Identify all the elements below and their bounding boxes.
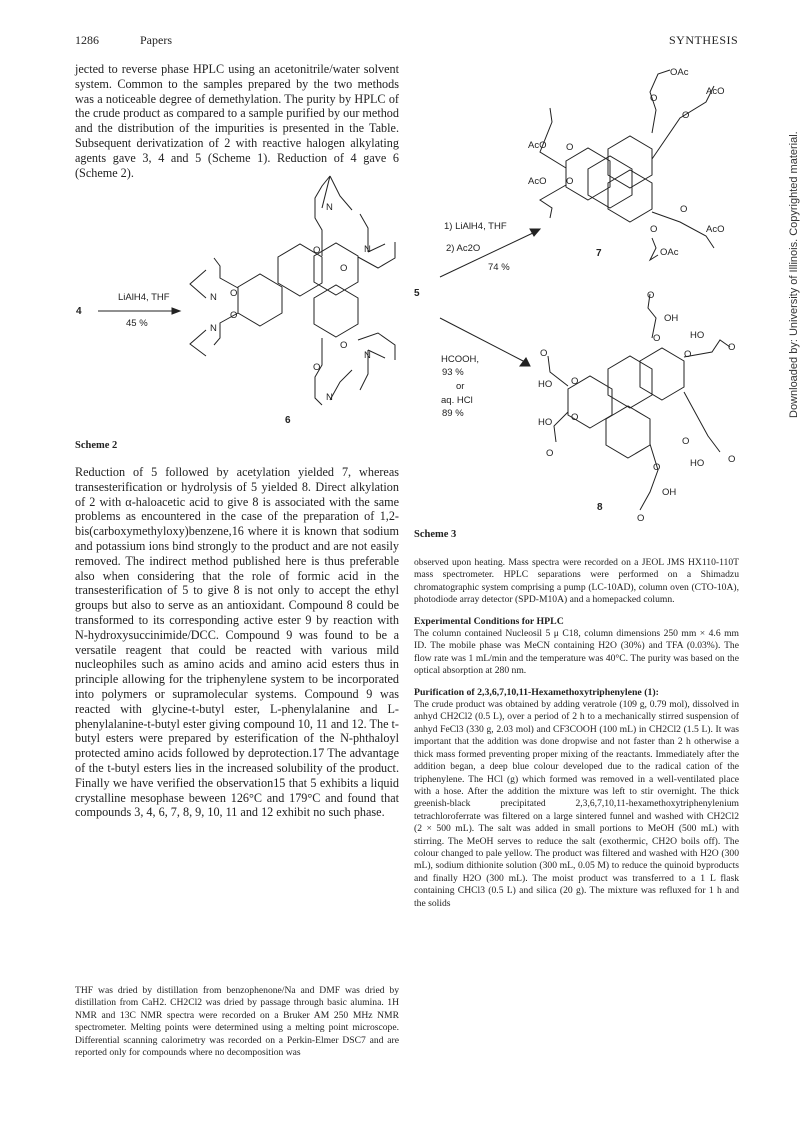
compound-number: 4 xyxy=(76,306,82,317)
atom-label: O xyxy=(313,245,321,256)
amine-chain xyxy=(190,270,206,298)
atom-label: O xyxy=(230,310,238,321)
group-label: AcO xyxy=(706,224,725,235)
yield-label: 74 % xyxy=(488,262,510,273)
group-label: AcO xyxy=(528,176,547,187)
compound-number: 6 xyxy=(285,415,291,426)
acetate-chain xyxy=(540,108,566,168)
paragraph: The column contained Nucleosil 5 μ C18, column dimensions 250 mm × 4.6 mm ID. The mobile phase was MeCN containing H2O (30%) and TFA (0.03%). The flow rate was 1 mL/min and the temperature was 40°C. The purity was based on the optical absorption at 280 nm. xyxy=(414,628,739,677)
group-label: HO xyxy=(690,330,705,341)
page-number: 1286 xyxy=(75,33,99,47)
paragraph: The crude product was obtained by adding veratrole (109 g, 0.79 mol), dissolved in anhyd CH2Cl2 (0.5 L), over a period of 2 h to a mechanically stirred suspension of anhyd FeCl3 (330 g, 2.03 mol) and CF3COOH (100 mL) in CH2Cl2 (1.5 L). It was important that the addition was done dropwise and not faster than 2 h otherwise a thick mass formed preventing proper mixing of the reactants. Immediately after the addition began, a deep blue colour developed due to the radical cation of the triphenylene. The HCl (g) which formed was removed in a well-ventilated place with a hose. After the addition the mixture was left to stir overnight. The thick greenish-black precipitated 2,3,6,7,10,11-hexamethoxytriphenylenium tetrachloroferrate was filtered on a large sintered funnel and washed with CH2Cl2 (2 × 500 mL). The salt was added in small portions to MeOH (500 mL) with stirring. The MeOH serves to reduce the salt (exothermic, CH2O boils off). The colour changed to pale yellow. The product was filtered and washed with H2O (300 mL), sodium dithionite solution (300 mL, 0.05 M) to reduce the quinoid byproducts and finally H2O (300 mL). The moist product was transferred to a 1 L flask containing CHCl3 (0.5 L) and silica (20 g). The mixture was refluxed for 1 h and the solids xyxy=(414,699,739,909)
compound-number: 7 xyxy=(596,248,602,259)
group-label: OAc xyxy=(660,247,679,258)
reagent-label: LiAlH4, THF xyxy=(118,292,170,303)
left-column-body xyxy=(75,465,399,820)
atom-label: O xyxy=(650,93,658,104)
download-watermark: Downloaded by: University of Illinois. Copyrighted material. xyxy=(788,131,800,418)
atom-label: O xyxy=(571,412,579,423)
group-label: AcO xyxy=(706,86,725,97)
acid-chain xyxy=(684,392,720,452)
hexagon-ring xyxy=(314,243,358,295)
journal-title: SYNTHESIS xyxy=(669,33,739,47)
reagent-label: 2) Ac2O xyxy=(446,243,481,254)
atom-label: O xyxy=(313,362,321,373)
amine-chain xyxy=(190,330,206,356)
left-column-experimental xyxy=(75,985,399,1059)
group-label: AcO xyxy=(528,140,547,151)
yield-label: 89 % xyxy=(442,408,464,419)
group-label: OAc xyxy=(670,67,689,78)
reagent-label: HCOOH, xyxy=(441,354,479,365)
yield-label: 45 % xyxy=(126,318,148,329)
atom-label: O xyxy=(566,142,574,153)
scheme-2-caption: Scheme 2 xyxy=(75,440,118,451)
atom-label: O xyxy=(230,288,238,299)
group-label: HO xyxy=(538,417,553,428)
amine-chain xyxy=(330,370,352,400)
amine-chain xyxy=(330,176,352,210)
atom-label: O xyxy=(340,340,348,351)
atom-label: N xyxy=(364,350,371,361)
section-heading: Purification of 2,3,6,7,10,11-Hexamethoxytriphenylene (1): xyxy=(414,686,659,698)
group-label: HO xyxy=(538,379,553,390)
schemes-figure xyxy=(0,0,793,540)
group-label: OH xyxy=(662,487,677,498)
atom-label: O xyxy=(653,462,661,473)
acetate-chain xyxy=(540,185,566,218)
atom-label: O xyxy=(647,290,655,301)
acetate-chain xyxy=(652,212,714,248)
acid-chain xyxy=(640,444,661,510)
section-heading: Experimental Conditions for HPLC xyxy=(414,615,564,627)
atom-label: O xyxy=(680,204,688,215)
or-label: or xyxy=(456,381,465,392)
atom-label: N xyxy=(326,202,333,213)
arrow-head xyxy=(530,229,540,236)
paragraph: jected to reverse phase HPLC using an acetonitrile/water solvent system. Common to the samples prepared by the two methods was a noticeable degree of demethylation. The purity by HPLC of the crude product as compared to a sample purified by our method and the distribution of the impurities is presented in the Table. Subsequent derivatization of 2 with reactive halogen alkylating agents gave 3, 4 and 5 (Scheme 1). Reduction of 4 gave 6 (Scheme 2). xyxy=(75,62,399,180)
reagent-label: 1) LiAlH4, THF xyxy=(444,221,507,232)
atom-label: N xyxy=(364,244,371,255)
acid-chain xyxy=(554,412,568,442)
acetate-chain xyxy=(652,86,714,159)
atom-label: O xyxy=(540,348,548,359)
atom-label: O xyxy=(546,448,554,459)
atom-label: O xyxy=(637,513,645,524)
atom-label: O xyxy=(653,333,661,344)
atom-label: N xyxy=(326,392,333,403)
reagent-label: aq. HCl xyxy=(441,395,473,406)
hexagon-ring xyxy=(640,348,684,400)
atom-label: O xyxy=(340,263,348,274)
paragraph: THF was dried by distillation from benzophenone/Na and DMF was dried by distillation from CaH2. CH2Cl2 was dried by passage through basic alumina. 1H NMR and 13C NMR spectra were recorded on a Bruker AM 250 MHz NMR spectrometer. Melting points were determined using a melting point microscope. Differential scanning calorimetry was recorded on a Perkin-Elmer DSC7 and are reported only for compounds where no decomposition was xyxy=(75,985,399,1059)
hexagon-ring xyxy=(314,285,358,337)
atom-label: O xyxy=(728,342,736,353)
scheme-3-caption: Scheme 3 xyxy=(414,529,457,540)
atom-label: O xyxy=(566,176,574,187)
ether-chain xyxy=(214,258,238,288)
hexagon-ring xyxy=(238,274,282,326)
atom-label: O xyxy=(728,454,736,465)
atom-label: O xyxy=(650,224,658,235)
atom-label: O xyxy=(571,376,579,387)
atom-label: N xyxy=(210,323,217,334)
group-label: HO xyxy=(690,458,705,469)
hexagon-ring xyxy=(608,356,652,408)
arrow-head xyxy=(520,358,530,366)
compound-number: 8 xyxy=(597,502,603,513)
hexagon-ring xyxy=(606,406,650,458)
section-title: Papers xyxy=(140,33,172,47)
arrow-head xyxy=(172,308,180,314)
right-column xyxy=(414,557,739,910)
ether-chain xyxy=(315,176,330,256)
compound-number: 5 xyxy=(414,288,420,299)
group-label: OH xyxy=(664,313,679,324)
atom-label: N xyxy=(210,292,217,303)
acetate-chain xyxy=(650,238,658,260)
atom-label: O xyxy=(682,436,690,447)
atom-label: O xyxy=(684,349,692,360)
paragraph: Reduction of 5 followed by acetylation yielded 7, whereas transesterification or hydrolysis of 5 yielded 8. Direct alkylation of 2 with α-haloacetic acid to give 8 is associated with the same problems as encountered in the case of the preparation of 1,2-bis(carboxymethyloxy)benzene,16 where it is known that sodium and potassium ions bind strongly to the product and are not easily removed. The indirect method published here is thus preferable also when considering that the role of formic acid in the transesterification of 5 to give 8 is not only to accept the ethyl groups but also to serve as an antioxidant. Compound 8 could be transformed to its corresponding active ester 9 by reaction with N-hydroxysuccinimide/DCC. Compound 9 was found to be a versatile reagent that could be reacted with various mild nucleophiles such as amino acids and amino acid esters thus in principle allowing for the triphenylene system to be incorporated into polymers or supramolecular systems. Compound 9 was reacted with glycine-t-butyl ester, L-phenylalanine and L-phenylalanine-t-butyl ester giving compound 10, 11 and 12. The t-butyl esters were prepared by esterification of the N-phthaloyl protected amino acids followed by deprotection.17 The advantage of the t-butyl esters lies in the increased solubility of the product. Finally we have verified the observation15 that 5 exhibits a liquid crystalline mesophase beween 126°C and 179°C and found that compounds 3, 4, 6, 7, 8, 9, 10, 11 and 12 exhibit no such phase. xyxy=(75,465,399,820)
paragraph: observed upon heating. Mass spectra were recorded on a JEOL JMS HX110-110T mass spectrometer. HPLC separations were performed on a Shimadzu chromatographic system comprising a pump (LC-10AD), column oven (CTO-10A), photodiode array detector (SPD-M10A) and a homepacked column. xyxy=(414,557,739,606)
hexagon-ring xyxy=(608,136,652,188)
atom-label: O xyxy=(682,110,690,121)
yield-label: 93 % xyxy=(442,367,464,378)
